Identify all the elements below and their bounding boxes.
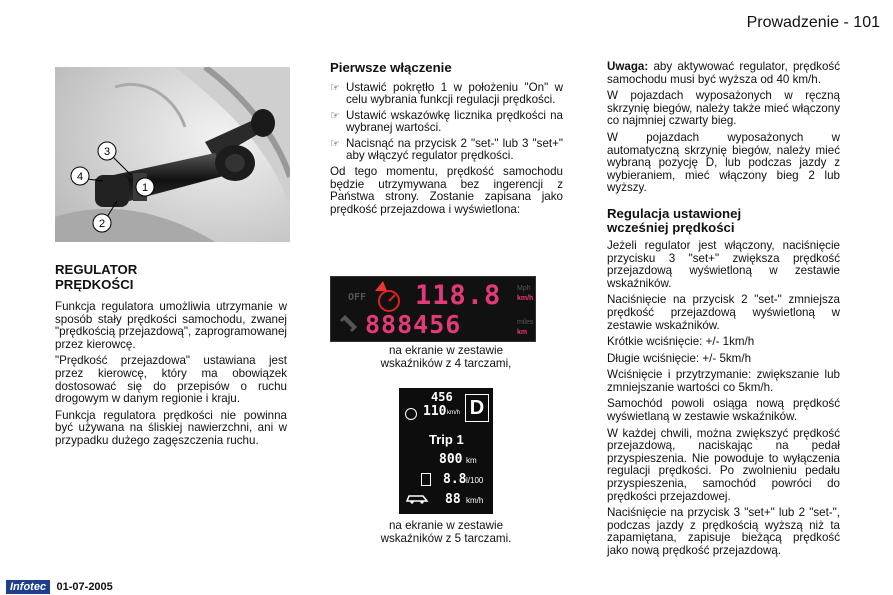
wrench-icon bbox=[341, 317, 355, 331]
page-header bbox=[690, 14, 880, 32]
paragraph: Funkcja regulatora umożliwia utrzymanie w sposób stały prędkości samochodu, zwanej "prędkością przejazdową", zaprogramowanej przez kierowcę. bbox=[55, 300, 287, 351]
section-body bbox=[607, 240, 840, 558]
display-speed: 110 bbox=[423, 404, 447, 419]
note-label: Uwaga: bbox=[607, 60, 649, 73]
gear-indicator: D bbox=[465, 394, 489, 422]
warning-triangle-icon bbox=[375, 281, 387, 291]
list-item: ☞ Ustawić pokrętło 1 w położeniu "On" w celu wybrania funkcji regulacji prędkości. bbox=[330, 80, 563, 107]
cruise-control-icon bbox=[405, 408, 417, 420]
pointing-hand-icon: ☞ bbox=[330, 109, 340, 122]
trip-consumption-unit: l/100 bbox=[466, 476, 484, 485]
paragraph: W pojazdach wyposażonych w automatyczną skrzynię biegów, należy mieć wybraną pozycję D, lub podczas jazdy z wybieraniem, mieć włączony bieg 2 lub wyższy. bbox=[607, 130, 840, 195]
instruction-list bbox=[330, 82, 563, 164]
trip-average-speed: 88 bbox=[445, 492, 461, 507]
paragraph: Naciśnięcie na przycisk 2 "set-" zmniejsza prędkość przejazdową wyświetloną w zestawie wskaźników. bbox=[607, 293, 840, 332]
section-cruise-control bbox=[55, 263, 287, 452]
display-top-value: 456 bbox=[431, 390, 453, 404]
display-speed: 118.8 bbox=[415, 280, 502, 311]
unit-kmh: km/h bbox=[517, 295, 534, 302]
car-icon bbox=[405, 492, 429, 504]
unit-km: km bbox=[517, 329, 528, 336]
unit-miles: miles bbox=[517, 319, 534, 326]
list-item: ☞ Nacisnąć na przycisk 2 "set-" lub 3 "set+" aby włączyć regulator prędkości. bbox=[330, 136, 563, 163]
page-title: Prowadzenie - 101 bbox=[746, 14, 880, 31]
paragraph: "Prędkość przejazdowa" ustawiana jest przez kierowcę, który ma obowiązek dostosować się do przepisów o ruchu drogowym w danym regionie i kraju. bbox=[55, 354, 287, 406]
section-first-activation bbox=[330, 61, 563, 216]
section-body bbox=[55, 301, 287, 448]
cruise-control-stalk-image bbox=[55, 67, 290, 242]
footer bbox=[6, 577, 113, 591]
callout-3: 3 bbox=[103, 146, 111, 158]
pointing-hand-icon: ☞ bbox=[330, 81, 340, 94]
paragraph: Naciśnięcie na przycisk 3 "set+" lub 2 "set-", podczas jazdy z prędkością wyższą niż ta zapamiętana, zapisuje bieżącą prędkość jako nową prędkość przejazdową. bbox=[607, 506, 840, 557]
trip-distance-unit: km bbox=[466, 456, 477, 465]
display-5-caption: na ekranie w zestawie wskaźników z 5 tarczami. bbox=[380, 519, 512, 545]
infotec-logo: Infotec bbox=[6, 580, 50, 594]
list-item: ☞ Ustawić wskazówkę licznika prędkości na wybranej wartości. bbox=[330, 108, 563, 135]
section-title: REGULATOR PRĘDKOŚCI bbox=[55, 262, 138, 292]
note-paragraph: Uwaga: aby aktywować regulator, prędkość samochodu musi być wyższa od 40 km/h. bbox=[607, 60, 840, 86]
display-4-caption: na ekranie w zestawie wskaźników z 4 tarczami, bbox=[380, 344, 512, 370]
section-note bbox=[607, 61, 840, 562]
paragraph: Długie wciśnięcie: +/- 5km/h bbox=[607, 351, 752, 365]
unit-mph: Mph bbox=[517, 285, 531, 292]
paragraph: Funkcja regulatora prędkości nie powinna być używana na śliskiej nawierzchni, ani w przypadku dużego zagęszczenia ruchu. bbox=[55, 408, 287, 447]
section-title: Regulacja ustawionej wcześniej prędkości bbox=[607, 205, 742, 236]
trip-distance: 800 bbox=[439, 452, 463, 467]
callout-4: 4 bbox=[76, 171, 84, 183]
callout-2: 2 bbox=[98, 218, 106, 230]
display-speed-unit: km/h bbox=[447, 410, 461, 416]
paragraph: Wciśnięcie i przytrzymanie: zwiększanie lub zmniejszanie wartości co 5km/h. bbox=[607, 368, 840, 394]
stalk-illustration bbox=[55, 67, 290, 242]
trip-average-speed-unit: km/h bbox=[466, 496, 484, 505]
paragraph: Od tego momentu, prędkość samochodu będzie utrzymywana bez ingerencji z Państwa strony. Zostanie zapisana jako prędkość przejazdowa i wyświetlona: bbox=[330, 165, 563, 216]
section-title: Pierwsze włączenie bbox=[330, 60, 452, 75]
fuel-pump-icon bbox=[421, 473, 431, 486]
footer-date: 01-07-2005 bbox=[56, 581, 113, 593]
display-odometer: 888456 bbox=[365, 310, 462, 339]
trip-consumption: 8.8 bbox=[443, 472, 467, 487]
paragraph: W pojazdach wyposażonych w ręczną skrzynię biegów, należy także mieć włączony co najmniej czwarty bieg. bbox=[607, 89, 840, 128]
paragraph: Jeżeli regulator jest włączony, naciśnięcie przycisku 3 "set+" zwiększa prędkość przejazdową wyświetloną w zestawie wskaźników. bbox=[607, 238, 840, 290]
display-5-dials bbox=[399, 388, 493, 514]
pointing-hand-icon: ☞ bbox=[330, 137, 340, 150]
paragraph: W każdej chwili, można zwiększyć prędkość przejazdową, naciskając na pedał przyspieszenia. Nie powoduje to wyłączenia regulacji prędkości. Po zwolnieniu pedału przyspieszenia, samochód powróci do prędkości przejazdowej. bbox=[607, 426, 840, 503]
paragraph: Krótkie wciśnięcie: +/- 1km/h bbox=[607, 335, 755, 349]
trip-label: Trip 1 bbox=[429, 432, 464, 447]
display-off-label: OFF bbox=[348, 292, 367, 303]
callout-1: 1 bbox=[141, 182, 149, 194]
paragraph: Samochód powoli osiąga nową prędkość wyświetlaną w zestawie wskaźników. bbox=[607, 397, 840, 424]
display-4-dials bbox=[330, 276, 536, 342]
